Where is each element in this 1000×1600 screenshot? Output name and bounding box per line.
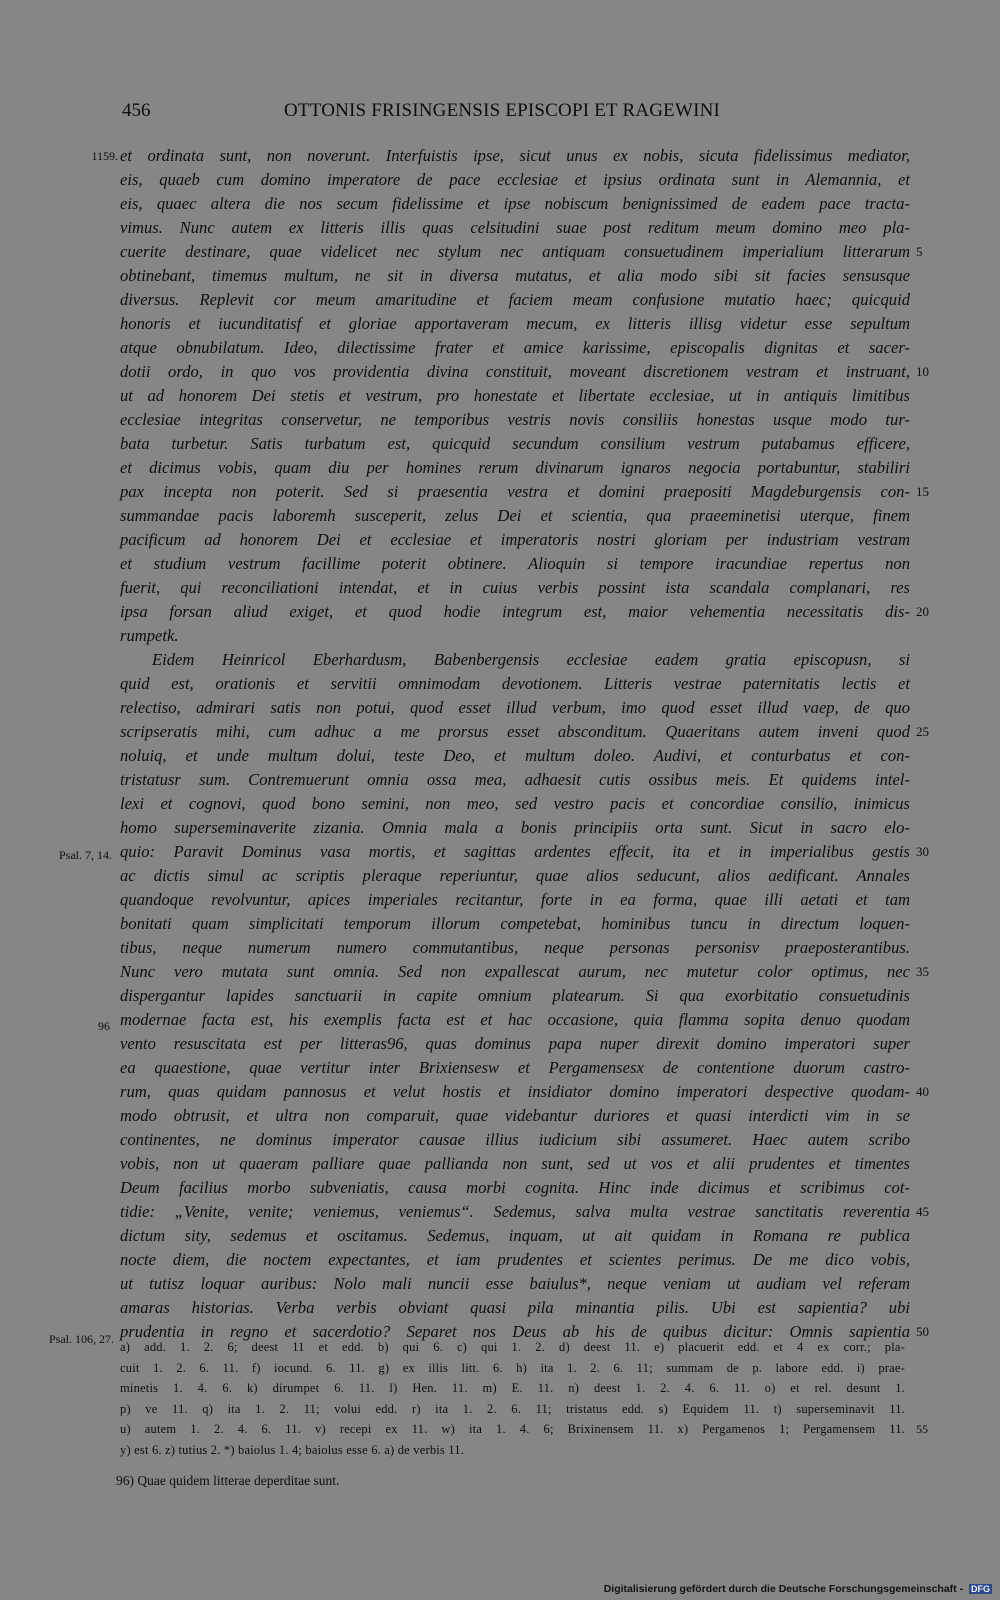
apparatus-note-line: y) est 6. z) tutius 2. *) baiolus 1. 4; baiolus esse 6. a) de verbis 11. bbox=[120, 1442, 465, 1457]
apparatus-note-line: cuit 1. 2. 6. 11. f) iocund. 6. 11. g) ex illis litt. 6. h) ita 1. 2. 6. 11; summam de p. labore edd. i) prae- bbox=[120, 1360, 905, 1375]
text-line: Eidem Heinricol Eberhardusm, Babenbergensis ecclesiae eadem gratia episcopusn, si bbox=[152, 650, 910, 669]
text-line: diversus. Replevit cor meum amaritudine et faciem meam confusione mutatio haec; quicquid bbox=[120, 290, 910, 309]
text-line: continentes, ne dominus imperator causae illius iudicium sibi assumeret. Haec autem scribo bbox=[120, 1130, 910, 1149]
text-line: et dicimus vobis, quam diu per homines rerum divinarum ignaros negocia portabuntur, stabiliri bbox=[120, 458, 910, 477]
text-line: lexi et cognovi, quod bono semini, non meo, sed vestro pacis et concordiae consilio, inimicus bbox=[120, 794, 910, 813]
text-line: et studium vestrum facillime poterit obtinere. Alioquin si tempore iracundiae repertus non bbox=[120, 554, 910, 573]
text-line: dictum sity, sedemus et oscitamus. Sedemus, inquam, ut ait quidam in Romana re publica bbox=[120, 1226, 910, 1245]
line-number: 50 bbox=[916, 1324, 929, 1339]
line-number: 5 bbox=[916, 244, 923, 259]
text-line: tibus, neque numerum numero commutantibus, neque personas personisv praeposterantibus. bbox=[120, 938, 910, 957]
line-number: 10 bbox=[916, 364, 929, 379]
apparatus-note-line: minetis 1. 4. 6. k) dirumpet 6. 11. l) Hen. 11. m) E. 11. n) deest 1. 2. 4. 6. 11. o) et rel. desunt 1. bbox=[120, 1381, 905, 1395]
margin-psalm-ref: Psal. 106, 27. bbox=[48, 1332, 114, 1346]
text-line: eis, quaeb cum domino imperatore de pace ecclesiae et ipsius ordinata sunt in Alemannia, et bbox=[120, 170, 910, 189]
text-line: bonitati quam simplicitati temporum illorum competebat, hominibus tuncu in directum loquen- bbox=[120, 914, 910, 933]
text-line: dispergantur lapides sanctuarii in capite omnium platearum. Si qua exorbitatio consuetudinis bbox=[120, 986, 910, 1005]
text-line: summandae pacis laboremh susceperit, zelus Dei et scientia, qua praeeminetisi uterque, finem bbox=[120, 506, 910, 525]
text-line: rum, quas quidam pannosus et velut hostis et insidiator domino imperatori despective quodam- bbox=[120, 1082, 910, 1101]
text-line: nocte diem, die noctem expectantes, et iam prudentes et scientes perimus. De me dico vobis, bbox=[120, 1250, 910, 1269]
line-number: 35 bbox=[916, 964, 929, 979]
text-line: modo obtrusit, et ultra non comparuit, quae videbantur duriores et quasi interdicti vim in se bbox=[120, 1106, 910, 1125]
text-line: ea quaestione, quae vertitur inter Brixiensesw et Pergamensesx de contentione duorum castro- bbox=[120, 1058, 910, 1077]
line-number: 15 bbox=[916, 484, 929, 499]
text-line: eis, quaec altera die nos secum fidelissime et ipse nobiscum benignissimed de eadem pace tracta- bbox=[120, 194, 910, 213]
text-line: scripseratis mihi, cum adhuc a me prorsus esset absconditum. Quaeritans autem inveni quod bbox=[120, 722, 910, 741]
text-line: ut tutisz loquar auribus: Nolo mali nuncii esse baiulus*, neque veniam ut audiam vel referam bbox=[120, 1274, 910, 1293]
text-line: modernae facta est, his exemplis facta est et hac occasione, quia flamma sopita denuo quodam bbox=[120, 1010, 910, 1029]
line-number: 40 bbox=[916, 1084, 929, 1099]
dfg-logo: DFG bbox=[971, 1584, 990, 1594]
text-line: Deum facilius morbo subveniatis, causa morbi cognita. Hinc inde dicimus et scribimus cot- bbox=[120, 1178, 910, 1197]
text-line: et ordinata sunt, non noverunt. Interfuistis ipse, sicut unus ex nobis, sicuta fidelissimus mediator, bbox=[120, 146, 910, 165]
text-line: homo superseminaverite zizania. Omnia mala a bonis principiis orta sunt. Sicut in sacro elo- bbox=[120, 818, 910, 837]
text-line: ipsa forsan aliud exiget, et quod hodie integrum est, maior vehementia necessitatis dis- bbox=[120, 602, 910, 621]
footnote: 96) Quae quidem litterae deperditae sunt. bbox=[116, 1473, 340, 1488]
margin-psalm-ref: Psal. 7, 14. bbox=[58, 848, 112, 862]
page-header bbox=[118, 100, 898, 126]
text-line: vimus. Nunc autem ex litteris illis quas celsitudini suae post reditum meum domino meo pla- bbox=[120, 218, 910, 237]
text-line: tristatusr sum. Contremuerunt omnia ossa mea, adhaesit cutis ossibus meis. Et quidems intel- bbox=[120, 770, 910, 789]
apparatus-note-line: p) ve 11. q) ita 1. 2. 11; volui edd. r) ita 1. 2. 6. 11; tristatus edd. s) Equidem 11. t) superseminavit 11. bbox=[120, 1401, 905, 1416]
apparatus-note-line: u) autem 1. 2. 4. 6. 11. v) recepi ex 11. w) ita 1. 4. 6; Brixinensem 11. x) Pergamenos 1; Pergamensem 11. bbox=[120, 1422, 905, 1436]
text-line: vento resuscitata est per litteras96, quas dominus papa nuper direxit domino imperatori super bbox=[120, 1034, 910, 1053]
running-title: OTTONIS FRISINGENSIS EPISCOPI ET RAGEWINI bbox=[284, 100, 721, 121]
text-line: pacificum ad honorem Dei et ecclesiae et imperatoris nostri gloriam per industriam vestram bbox=[120, 530, 910, 549]
text-line: cuerite destinare, quae videlicet nec stylum nec antiquam consuetudinem imperialium litterarum bbox=[120, 242, 910, 261]
text-line: bata turbetur. Satis turbatum est, quicquid secundum consilium vestrum putabamus efficere, bbox=[120, 434, 910, 453]
margin-year: 1159. bbox=[91, 149, 118, 163]
text-line: fuerit, qui reconciliationi intendat, et in cuius verbis possint ista scandala complanari, res bbox=[120, 578, 910, 597]
text-line: vobis, non ut quaeram palliare quae pallianda non sunt, sed ut vos et alii prudentes et timentes bbox=[120, 1154, 910, 1173]
line-number: 45 bbox=[916, 1204, 929, 1219]
text-line: obtinebant, timemus multum, ne sit in diversa mutatus, et alia modo sibi sit facies sensusque bbox=[120, 266, 910, 285]
line-number: 25 bbox=[916, 724, 929, 739]
text-line: ecclesiae integritas conservetur, ne temporibus vestris novis consiliis honestas usque modo tur- bbox=[120, 410, 910, 429]
note-line-number: 55 bbox=[916, 1422, 928, 1436]
text-line: noluiq, et unde multum dolui, teste Deo, et multum doleo. Audivi, et conturbatus et con- bbox=[120, 746, 910, 765]
text-line: pax incepta non poterit. Sed si praesentia vestra et domini praepositi Magdeburgensis con- bbox=[120, 482, 910, 501]
text-line: quio: Paravit Dominus vasa mortis, et sagittas ardentes effecit, ita et in imperialibus gestis bbox=[120, 842, 910, 861]
line-number: 30 bbox=[916, 844, 929, 859]
text-line: tidie: „Venite, venite; veniemus, veniemus“. Sedemus, salva multa vestrae sanctitatis reverentia bbox=[120, 1202, 910, 1221]
text-line: rumpetk. bbox=[120, 626, 179, 645]
footer-credit bbox=[604, 1583, 992, 1595]
text-line: ut ad honorem Dei stetis et vestrum, pro honestate et libertate ecclesiae, ut in antiquis limitibus bbox=[120, 386, 910, 405]
apparatus-note-line: a) add. 1. 2. 6; deest 11 et edd. b) qui 6. c) qui 1. 2. d) deest 11. e) placuerit edd. et 4 ex corr.; pla- bbox=[120, 1340, 905, 1354]
text-line: honoris et iucunditatisf et gloriae apportaveram mecum, ex litteris illisg videtur esse sepultum bbox=[120, 314, 910, 333]
text-line: prudentia in regno et sacerdotio? Separet nos Deus ab his de quibus dicitur: Omnis sapientia bbox=[120, 1322, 910, 1341]
line-number: 20 bbox=[916, 604, 929, 619]
text-line: quid est, orationis et servitii omnimodam devotionem. Litteris vestrae paternitatis lectis et bbox=[120, 674, 910, 693]
page-number: 456 bbox=[122, 100, 151, 121]
text-line: atque obnubilatum. Ideo, dilectissime frater et amice karissime, episcopalis dignitas et sacer- bbox=[120, 338, 910, 357]
text-line: ac dictis simul ac scriptis pleraque reperiuntur, quae alios seducunt, alios aedificant. Annales bbox=[120, 866, 910, 885]
text-line: quandoque revolvuntur, apices imperiales recitantur, forte in ea forma, quae illi aetati et tam bbox=[120, 890, 910, 909]
text-line: Nunc vero mutata sunt omnia. Sed non expallescat aurum, nec mutetur color optimus, nec bbox=[120, 962, 910, 981]
footer-text: Digitalisierung gefördert durch die Deutsche Forschungsgemeinschaft - bbox=[603, 1583, 964, 1595]
text-line: dotii ordo, in quo vos providentia divina constituit, moveant discretionem vestram et instruant, bbox=[120, 362, 910, 381]
margin-footnote-marker: 96 bbox=[98, 1019, 110, 1033]
text-line: amaras historias. Verba verbis obviant quasi pila minantia pilis. Ubi est sapientia? ubi bbox=[120, 1298, 910, 1317]
text-line: relectiso, admirari satis non potui, quod esset illud verbum, imo quod esset illud vaep, de quo bbox=[120, 698, 910, 717]
